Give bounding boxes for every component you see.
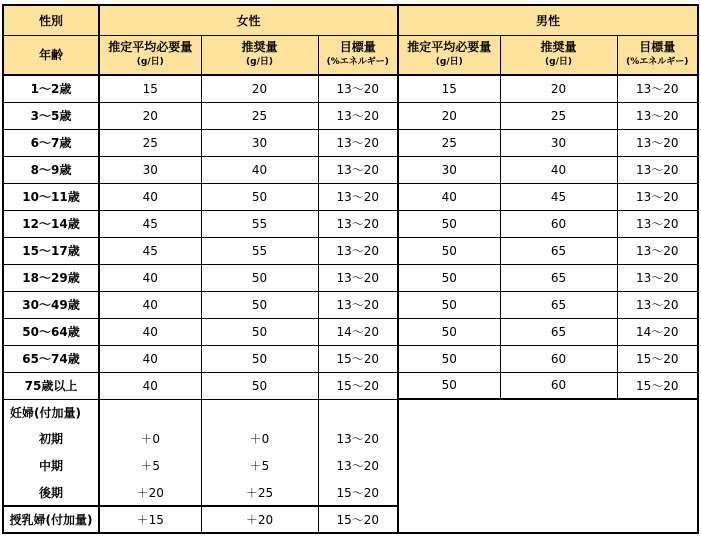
female-ear-cell: 45 — [99, 237, 201, 264]
female-dg-cell: 13～20 — [318, 237, 398, 264]
female-rda-cell: 20 — [201, 75, 318, 102]
table-row — [3, 210, 698, 237]
female-rda-cell: 50 — [201, 264, 318, 291]
pregnant-title-blank — [318, 399, 398, 425]
pregnant-title-blank — [201, 399, 318, 425]
male-ear-cell: 50 — [398, 345, 500, 372]
male-dg-cell: 13～20 — [617, 75, 698, 102]
male-ear-cell: 50 — [398, 264, 500, 291]
female-rda-cell: 40 — [201, 156, 318, 183]
male-ear-header: 推定平均必要量 (g/日) — [398, 35, 500, 75]
pregnant-dg-cell: 15～20 — [318, 479, 398, 506]
female-rda-cell: 55 — [201, 210, 318, 237]
female-ear-cell: 15 — [99, 75, 201, 102]
male-dg-cell: 13～20 — [617, 102, 698, 129]
table-row — [3, 183, 698, 210]
male-dg-cell: 15～20 — [617, 345, 698, 372]
male-header: 男性 — [398, 5, 698, 35]
female-dg-cell: 13～20 — [318, 210, 398, 237]
age-cell: 3～5歳 — [3, 102, 99, 129]
male-dg-cell: 13～20 — [617, 264, 698, 291]
female-rda-header: 推奨量 (g/日) — [201, 35, 318, 75]
pregnant-rda-cell: ＋5 — [201, 452, 318, 479]
table-row — [3, 291, 698, 318]
male-rda-cell: 20 — [500, 75, 617, 102]
female-ear-cell: 40 — [99, 345, 201, 372]
table-row — [3, 129, 698, 156]
table-row — [3, 345, 698, 372]
female-dg-cell: 13～20 — [318, 156, 398, 183]
age-header: 年齢 — [3, 35, 99, 75]
male-dg-cell: 13～20 — [617, 291, 698, 318]
age-cell: 15～17歳 — [3, 237, 99, 264]
female-dg-cell: 15～20 — [318, 345, 398, 372]
male-rda-cell: 25 — [500, 102, 617, 129]
table-row — [3, 75, 698, 102]
female-ear-cell: 40 — [99, 264, 201, 291]
female-dg-cell: 13～20 — [318, 75, 398, 102]
female-rda-cell: 30 — [201, 129, 318, 156]
female-dg-cell: 13～20 — [318, 291, 398, 318]
pregnant-ear-cell: ＋5 — [99, 452, 201, 479]
male-ear-cell: 20 — [398, 102, 500, 129]
female-ear-cell: 40 — [99, 291, 201, 318]
female-ear-cell: 25 — [99, 129, 201, 156]
pregnant-ear-cell: ＋20 — [99, 479, 201, 506]
female-header: 女性 — [99, 5, 398, 35]
age-cell: 6～7歳 — [3, 129, 99, 156]
female-ear-cell: 40 — [99, 372, 201, 399]
male-dg-cell: 13～20 — [617, 237, 698, 264]
male-rda-cell: 60 — [500, 372, 617, 399]
age-cell: 30～49歳 — [3, 291, 99, 318]
female-ear-cell: 20 — [99, 102, 201, 129]
age-cell: 8～9歳 — [3, 156, 99, 183]
female-dg-cell: 13～20 — [318, 129, 398, 156]
age-cell: 75歳以上 — [3, 372, 99, 399]
female-ear-header: 推定平均必要量 (g/日) — [99, 35, 201, 75]
male-ear-cell: 25 — [398, 129, 500, 156]
male-rda-cell: 60 — [500, 210, 617, 237]
male-rda-cell: 30 — [500, 129, 617, 156]
female-dg-cell: 13～20 — [318, 264, 398, 291]
female-dg-cell: 14～20 — [318, 318, 398, 345]
male-dg-cell: 13～20 — [617, 129, 698, 156]
female-rda-cell: 50 — [201, 183, 318, 210]
lactating-dg-cell: 15～20 — [318, 506, 398, 533]
male-rda-cell: 65 — [500, 318, 617, 345]
empty-male-area — [398, 399, 698, 533]
pregnant-title-row — [3, 399, 698, 425]
pregnant-rda-cell: ＋25 — [201, 479, 318, 506]
male-rda-cell: 65 — [500, 237, 617, 264]
female-dg-cell: 13～20 — [318, 183, 398, 210]
table-row — [3, 264, 698, 291]
male-ear-cell: 50 — [398, 291, 500, 318]
male-ear-cell: 40 — [398, 183, 500, 210]
age-cell: 18～29歳 — [3, 264, 99, 291]
female-rda-cell: 50 — [201, 372, 318, 399]
table-row — [3, 156, 698, 183]
male-rda-cell: 60 — [500, 345, 617, 372]
table-row — [3, 372, 698, 399]
male-dg-cell: 13～20 — [617, 183, 698, 210]
male-ear-cell: 50 — [398, 372, 500, 399]
pregnant-dg-cell: 13～20 — [318, 425, 398, 452]
age-cell: 65～74歳 — [3, 345, 99, 372]
female-rda-cell: 55 — [201, 237, 318, 264]
male-ear-cell: 50 — [398, 210, 500, 237]
pregnant-ear-cell: ＋0 — [99, 425, 201, 452]
pregnant-title-blank — [99, 399, 201, 425]
female-ear-cell: 30 — [99, 156, 201, 183]
pregnant-rda-cell: ＋0 — [201, 425, 318, 452]
table-row — [3, 237, 698, 264]
male-rda-header: 推奨量 (g/日) — [500, 35, 617, 75]
male-dg-cell: 14～20 — [617, 318, 698, 345]
male-dg-cell: 13～20 — [617, 156, 698, 183]
male-dg-cell: 13～20 — [617, 210, 698, 237]
lactating-rda-cell: ＋20 — [201, 506, 318, 533]
female-rda-cell: 50 — [201, 318, 318, 345]
table-row — [3, 318, 698, 345]
age-cell: 10～11歳 — [3, 183, 99, 210]
female-ear-cell: 45 — [99, 210, 201, 237]
sex-header: 性別 — [3, 5, 99, 35]
male-rda-cell: 65 — [500, 291, 617, 318]
male-rda-cell: 45 — [500, 183, 617, 210]
male-ear-cell: 50 — [398, 318, 500, 345]
male-ear-cell: 50 — [398, 237, 500, 264]
male-rda-cell: 65 — [500, 264, 617, 291]
age-cell: 12～14歳 — [3, 210, 99, 237]
age-cell: 1～2歳 — [3, 75, 99, 102]
pregnant-stage-label: 中期 — [3, 452, 99, 479]
pregnant-dg-cell: 13～20 — [318, 452, 398, 479]
pregnant-title: 妊婦(付加量) — [3, 399, 99, 425]
male-rda-cell: 40 — [500, 156, 617, 183]
pregnant-stage-label: 後期 — [3, 479, 99, 506]
table-row — [3, 102, 698, 129]
male-dg-cell: 15～20 — [617, 372, 698, 399]
lactating-label: 授乳婦(付加量) — [3, 506, 99, 533]
female-dg-header: 目標量 (%エネルギー) — [318, 35, 398, 75]
female-dg-cell: 15～20 — [318, 372, 398, 399]
female-rda-cell: 50 — [201, 345, 318, 372]
female-dg-cell: 13～20 — [318, 102, 398, 129]
female-rda-cell: 50 — [201, 291, 318, 318]
male-ear-cell: 15 — [398, 75, 500, 102]
age-cell: 50～64歳 — [3, 318, 99, 345]
male-dg-header: 目標量 (%エネルギー) — [617, 35, 698, 75]
lactating-ear-cell: ＋15 — [99, 506, 201, 533]
pregnant-stage-label: 初期 — [3, 425, 99, 452]
protein-intake-table — [2, 4, 699, 534]
female-rda-cell: 25 — [201, 102, 318, 129]
female-ear-cell: 40 — [99, 183, 201, 210]
male-ear-cell: 30 — [398, 156, 500, 183]
female-ear-cell: 40 — [99, 318, 201, 345]
